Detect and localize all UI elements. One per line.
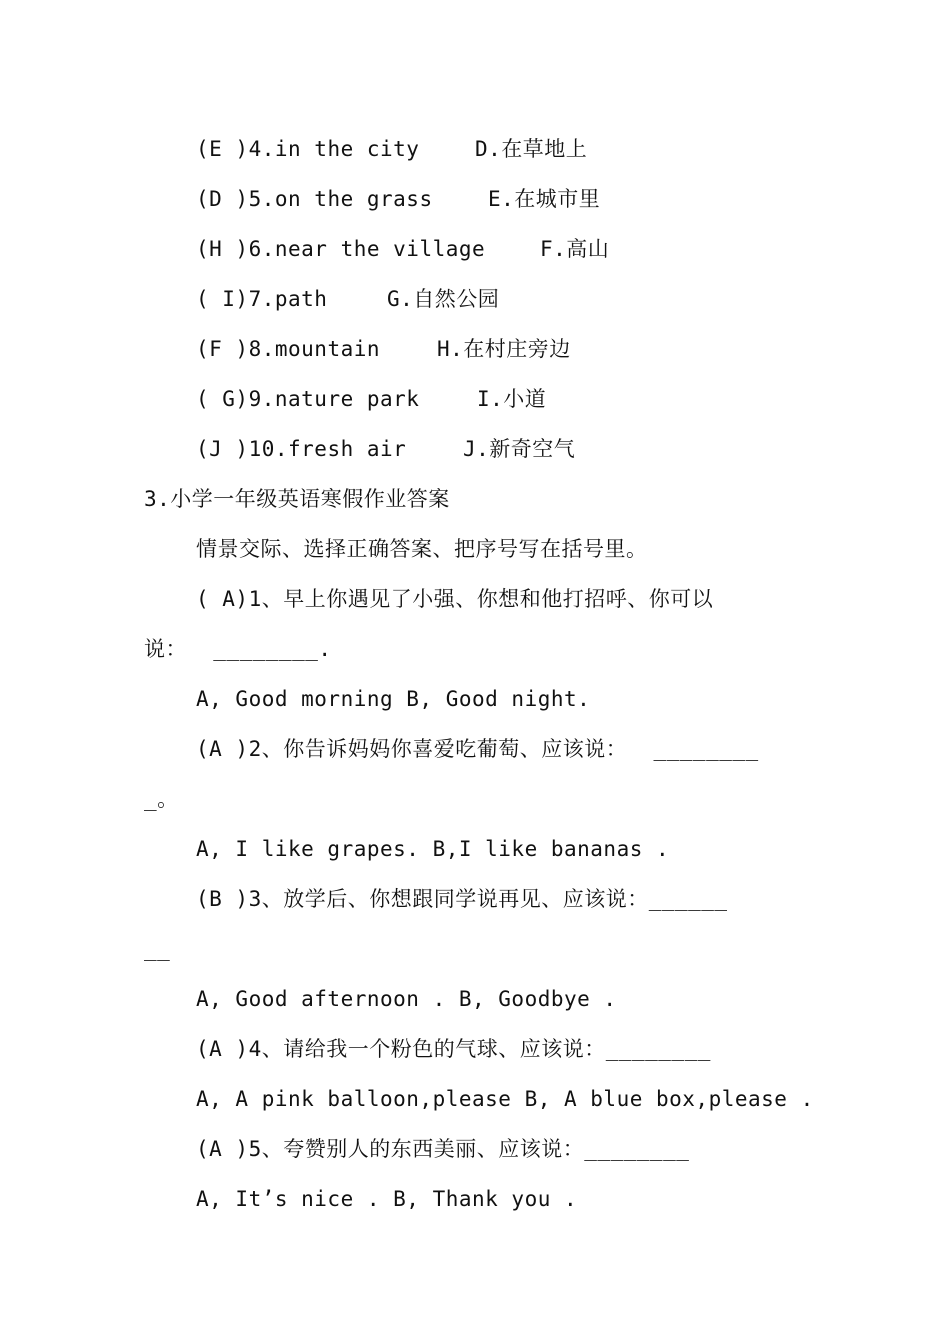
match-choice-d: D.在草地上 [475,137,588,161]
english-phrase: in the city [274,137,420,161]
match-choice-j: J.新奇空气 [463,437,576,461]
question-5: (A )5、夸赞别人的东西美丽、应该说：________ [196,1137,690,1161]
english-phrase: on the grass [274,187,433,211]
match-item-5 [196,184,433,214]
match-item-10 [196,434,406,464]
match-choice-g: G.自然公园 [387,287,500,311]
english-phrase: path [274,287,328,311]
match-item-8 [196,334,380,364]
match-item-4 [196,134,419,164]
english-phrase: nature park [274,387,420,411]
match-item-7 [196,284,327,314]
match-choice-i: I.小道 [477,387,547,411]
item-number: 7. [248,287,275,311]
answer: ( G) [196,387,249,411]
question-4-options: A, A pink balloon,please B, A blue box,please . [196,1087,814,1111]
match-choice-f: F.高山 [540,237,610,261]
question-1-continued: 说： ________. [144,637,332,661]
item-number: 6. [248,237,275,261]
question-3: (B )3、放学后、你想跟同学说再见、应该说：______ [196,887,728,911]
answer: (J ) [196,437,249,461]
question-2: (A )2、你告诉妈妈你喜爱吃葡萄、应该说： ________ [196,737,759,761]
item-number: 4. [248,137,275,161]
question-3-continued: __ [144,937,171,961]
section-heading: 3.小学一年级英语寒假作业答案 [144,487,450,511]
answer: (D ) [196,187,249,211]
instruction: 情景交际、选择正确答案、把序号写在括号里。 [196,537,648,561]
item-number: 9. [248,387,275,411]
answer: (H ) [196,237,249,261]
question-1-options: A, Good morning B, Good night. [196,687,591,711]
match-item-6 [196,234,485,264]
match-choice-h: H.在村庄旁边 [437,337,571,361]
question-5-options: A, It’s nice . B, Thank you . [196,1187,578,1211]
answer: ( I) [196,287,249,311]
question-4: (A )4、请给我一个粉色的气球、应该说：________ [196,1037,711,1061]
english-phrase: fresh air [288,437,407,461]
question-2-options: A, I like grapes. B,I like bananas . [196,837,670,861]
question-1: ( A)1、早上你遇见了小强、你想和他打招呼、你可以 [196,587,714,611]
answer: (E ) [196,137,249,161]
english-phrase: near the village [274,237,486,261]
match-choice-e: E.在城市里 [488,187,601,211]
english-phrase: mountain [274,337,381,361]
item-number: 8. [248,337,275,361]
item-number: 5. [248,187,275,211]
question-2-continued: _。 [144,787,179,811]
question-3-options: A, Good afternoon . B, Goodbye . [196,987,617,1011]
item-number: 10. [248,437,289,461]
match-item-9 [196,384,419,414]
answer: (F ) [196,337,249,361]
